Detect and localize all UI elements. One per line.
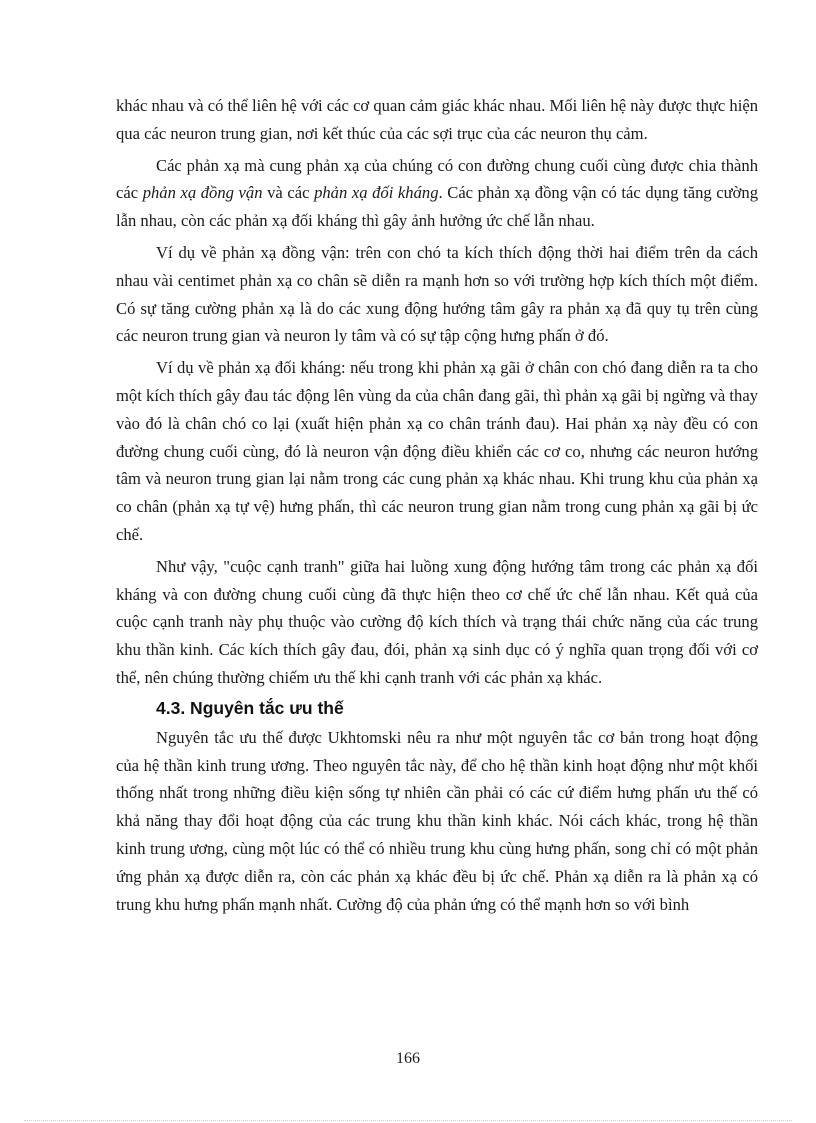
- paragraph-4: Ví dụ về phản xạ đối kháng: nếu trong khi phản xạ gãi ở chân con chó đang diễn ra ta cho một kích thích gây đau tác động lên vùng da của chân đang gãi, thì phản xạ gãi bị ngừng và thay vào đó là chân chó co lại (xuất hiện phản xạ co chân tránh đau). Hai phản xạ này đều có con đường chung cuối cùng, đó là neuron vận động điều khiển các cơ co, nhưng các neuron hướng tâm và neuron trung gian lại nằm trong các cung phản xạ khác nhau. Khi trung khu của phản xạ co chân (phản xạ tự vệ) hưng phấn, thì các neuron trung gian nằm trong cung phản xạ gãi bị ức chế.: [116, 358, 758, 544]
- paragraph-5: Như vậy, "cuộc cạnh tranh" giữa hai luồng xung động hướng tâm trong các phản xạ đối kháng và con đường chung cuối cùng đã thực hiện theo cơ chế ức chế lẫn nhau. Kết quả của cuộc cạnh tranh này phụ thuộc vào cường độ kích thích và trạng thái chức năng của các trung khu thần kinh. Các kích thích gây đau, đói, phản xạ sinh dục có ý nghĩa quan trọng đối với cơ thể, nên chúng thường chiếm ưu thế khi cạnh tranh với các phản xạ khác.: [116, 556, 758, 687]
- term-dong-van: phản xạ đồng vận: [142, 183, 263, 203]
- paragraph-3: Ví dụ về phản xạ đồng vận: trên con chó ta kích thích động thời hai điểm trên da cách nhau vài centimet phản xạ co chân sẽ diễn ra mạnh hơn so với trường hợp kích thích một điểm. Có sự tăng cường phản xạ là do các xung động hướng tâm gây ra phản xạ đã quy tụ trên cùng các neuron trung gian và neuron ly tâm và có sự tập cộng hưng phấn ở đó.: [116, 242, 758, 346]
- paragraph-1: khác nhau và có thể liên hệ với các cơ quan cảm giác khác nhau. Mối liên hệ này được thực hiện qua các neuron trung gian, nơi kết thúc của các sợi trục của các neuron thụ cảm.: [116, 96, 758, 143]
- term-doi-khang: phản xạ đối kháng: [314, 183, 439, 203]
- page-number: 166: [396, 1050, 420, 1067]
- paragraph-2: [116, 152, 758, 235]
- paragraph-2-text-a: Các phản xạ mà cung phản xạ của chúng có con đường chung cuối cùng được chia thành các: [116, 155, 758, 203]
- document-page: [116, 92, 758, 922]
- paragraph-2-text-b: và các: [262, 183, 315, 203]
- page-bottom-divider: [24, 1120, 792, 1121]
- section-heading: 4.3. Nguyên tắc ưu thế: [156, 697, 344, 718]
- paragraph-6: Nguyên tắc ưu thế được Ukhtomski nêu ra như một nguyên tắc cơ bản trong hoạt động của hệ thần kinh trung ương. Theo nguyên tắc này, để cho hệ thần kinh hoạt động như một khối thống nhất trong những điều kiện sống tự nhiên cần phải có các cứ điểm hưng phấn ưu thế có khả năng thay đổi hoạt động của các trung khu thần kinh khác. Nói cách khác, trong hệ thần kinh trung ương, cùng một lúc có thể có nhiều trung khu cùng hưng phấn, song chỉ có một phản ứng phản xạ được diễn ra, còn các phản xạ khác đều bị ức chế. Phản xạ diễn ra là phản xạ có trung khu hưng phấn mạnh nhất. Cường độ của phản ứng có thể mạnh hơn so với bình: [116, 727, 758, 914]
- paragraph-2-text-c: . Các phản xạ đồng vận có tác dụng tăng cường lẫn nhau, còn các phản xạ đối kháng thì gây ảnh hưởng ức chế lẫn nhau.: [116, 183, 759, 231]
